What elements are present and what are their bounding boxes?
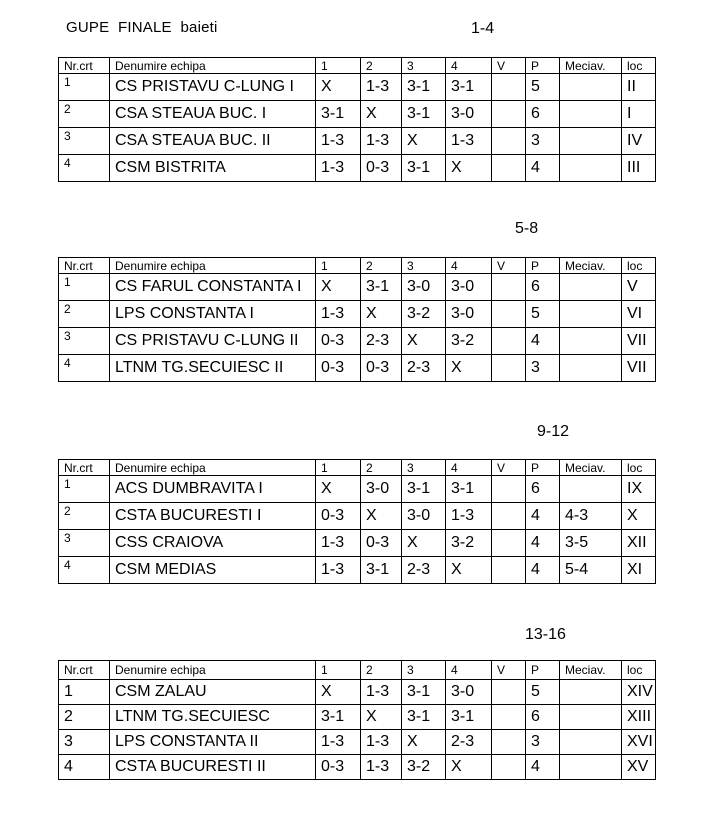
header-3: 3 <box>402 258 446 274</box>
cell-r2: X <box>361 705 402 730</box>
cell-loc: VII <box>622 355 656 382</box>
cell-r4: 1-3 <box>446 128 492 155</box>
cell-r1: 1-3 <box>316 128 361 155</box>
cell-r4: 1-3 <box>446 503 492 530</box>
cell-v <box>492 680 526 705</box>
header-1: 1 <box>316 460 361 476</box>
cell-loc: XII <box>622 530 656 557</box>
cell-nr: 2 <box>59 301 110 328</box>
table-row <box>59 503 656 530</box>
cell-r3: 3-0 <box>402 503 446 530</box>
cell-team: CS PRISTAVU C-LUNG II <box>110 328 316 355</box>
header-nr: Nr.crt <box>59 661 110 680</box>
cell-r3: 3-1 <box>402 680 446 705</box>
cell-loc: XIV <box>622 680 656 705</box>
cell-loc: I <box>622 101 656 128</box>
header-4: 4 <box>446 460 492 476</box>
cell-r4: 3-0 <box>446 680 492 705</box>
cell-nr: 2 <box>59 101 110 128</box>
cell-meciav: 4-3 <box>560 503 622 530</box>
cell-loc: IV <box>622 128 656 155</box>
header-nr: Nr.crt <box>59 258 110 274</box>
header-loc: loc <box>622 58 656 74</box>
cell-r1: X <box>316 274 361 301</box>
table-header-row <box>59 258 656 274</box>
cell-nr: 3 <box>59 530 110 557</box>
header-p: P <box>526 258 560 274</box>
cell-r2: 1-3 <box>361 74 402 101</box>
table-row <box>59 74 656 101</box>
cell-v <box>492 503 526 530</box>
cell-r2: X <box>361 503 402 530</box>
cell-r1: 0-3 <box>316 355 361 382</box>
header-team: Denumire echipa <box>110 460 316 476</box>
cell-v <box>492 155 526 182</box>
cell-p: 6 <box>526 705 560 730</box>
cell-v <box>492 705 526 730</box>
cell-r2: 1-3 <box>361 680 402 705</box>
cell-meciav <box>560 74 622 101</box>
cell-r4: 3-0 <box>446 274 492 301</box>
cell-meciav <box>560 128 622 155</box>
cell-r1: X <box>316 680 361 705</box>
cell-team: ACS DUMBRAVITA I <box>110 476 316 503</box>
cell-r3: 3-2 <box>402 301 446 328</box>
cell-team: CSTA BUCURESTI I <box>110 503 316 530</box>
cell-r4: 3-0 <box>446 301 492 328</box>
header-p: P <box>526 661 560 680</box>
cell-r2: 0-3 <box>361 155 402 182</box>
cell-r2: 3-0 <box>361 476 402 503</box>
cell-r3: 3-1 <box>402 705 446 730</box>
cell-r1: 0-3 <box>316 328 361 355</box>
cell-loc: X <box>622 503 656 530</box>
header-v: V <box>492 258 526 274</box>
header-loc: loc <box>622 460 656 476</box>
cell-meciav <box>560 755 622 780</box>
cell-team: LPS CONSTANTA II <box>110 730 316 755</box>
cell-p: 4 <box>526 755 560 780</box>
header-p: P <box>526 58 560 74</box>
cell-r2: 3-1 <box>361 557 402 584</box>
cell-loc: XV <box>622 755 656 780</box>
cell-r2: X <box>361 301 402 328</box>
cell-p: 5 <box>526 301 560 328</box>
table-row <box>59 301 656 328</box>
cell-v <box>492 128 526 155</box>
cell-meciav <box>560 730 622 755</box>
group-table-5-8 <box>58 257 656 382</box>
cell-nr: 2 <box>59 705 110 730</box>
cell-team: CSS CRAIOVA <box>110 530 316 557</box>
header-meciav: Meciav. <box>560 661 622 680</box>
cell-r2: 1-3 <box>361 730 402 755</box>
cell-nr: 3 <box>59 328 110 355</box>
header-nr: Nr.crt <box>59 460 110 476</box>
header-loc: loc <box>622 258 656 274</box>
cell-p: 5 <box>526 74 560 101</box>
cell-r4: 3-1 <box>446 705 492 730</box>
cell-team: CSM BISTRITA <box>110 155 316 182</box>
cell-p: 6 <box>526 274 560 301</box>
cell-r3: 3-1 <box>402 155 446 182</box>
table-row <box>59 355 656 382</box>
cell-r3: 3-1 <box>402 101 446 128</box>
group-table-9-12 <box>58 459 656 584</box>
cell-r3: 2-3 <box>402 355 446 382</box>
cell-meciav <box>560 355 622 382</box>
cell-r4: X <box>446 755 492 780</box>
cell-r2: 1-3 <box>361 128 402 155</box>
cell-nr: 1 <box>59 680 110 705</box>
header-v: V <box>492 661 526 680</box>
cell-v <box>492 274 526 301</box>
cell-p: 3 <box>526 730 560 755</box>
cell-p: 4 <box>526 530 560 557</box>
cell-r2: 0-3 <box>361 355 402 382</box>
cell-r3: 3-1 <box>402 476 446 503</box>
cell-loc: II <box>622 74 656 101</box>
cell-nr: 1 <box>59 476 110 503</box>
cell-team: CSM MEDIAS <box>110 557 316 584</box>
group-table-13-16 <box>58 660 656 780</box>
cell-nr: 4 <box>59 355 110 382</box>
cell-meciav: 3-5 <box>560 530 622 557</box>
header-3: 3 <box>402 58 446 74</box>
cell-meciav <box>560 476 622 503</box>
cell-meciav <box>560 680 622 705</box>
cell-r1: 1-3 <box>316 730 361 755</box>
header-team: Denumire echipa <box>110 661 316 680</box>
header-3: 3 <box>402 460 446 476</box>
table-row <box>59 705 656 730</box>
cell-meciav <box>560 274 622 301</box>
cell-meciav <box>560 705 622 730</box>
header-3: 3 <box>402 661 446 680</box>
cell-v <box>492 530 526 557</box>
cell-r3: 3-2 <box>402 755 446 780</box>
cell-meciav <box>560 328 622 355</box>
cell-loc: XIII <box>622 705 656 730</box>
cell-r4: 3-2 <box>446 328 492 355</box>
table-row <box>59 128 656 155</box>
cell-r3: X <box>402 530 446 557</box>
cell-r4: 3-1 <box>446 476 492 503</box>
group-table-1-4 <box>58 57 656 182</box>
table-header-row <box>59 58 656 74</box>
cell-team: CSA STEAUA BUC. I <box>110 101 316 128</box>
cell-team: CSM ZALAU <box>110 680 316 705</box>
cell-r3: 3-1 <box>402 74 446 101</box>
cell-r4: 3-0 <box>446 101 492 128</box>
cell-meciav <box>560 101 622 128</box>
cell-r1: X <box>316 476 361 503</box>
group-label-13-16: 13-16 <box>525 626 566 643</box>
header-team: Denumire echipa <box>110 58 316 74</box>
cell-r4: 3-1 <box>446 74 492 101</box>
table-header-row <box>59 460 656 476</box>
header-2: 2 <box>361 460 402 476</box>
header-meciav: Meciav. <box>560 258 622 274</box>
header-team: Denumire echipa <box>110 258 316 274</box>
cell-r2: 2-3 <box>361 328 402 355</box>
cell-r3: X <box>402 128 446 155</box>
cell-v <box>492 755 526 780</box>
cell-r3: 2-3 <box>402 557 446 584</box>
cell-r2: 1-3 <box>361 755 402 780</box>
cell-p: 4 <box>526 328 560 355</box>
header-4: 4 <box>446 58 492 74</box>
cell-nr: 3 <box>59 730 110 755</box>
cell-v <box>492 328 526 355</box>
cell-p: 3 <box>526 355 560 382</box>
cell-r2: 0-3 <box>361 530 402 557</box>
cell-r1: 3-1 <box>316 101 361 128</box>
cell-nr: 4 <box>59 755 110 780</box>
cell-team: CS FARUL CONSTANTA I <box>110 274 316 301</box>
header-v: V <box>492 460 526 476</box>
cell-p: 6 <box>526 476 560 503</box>
cell-r4: X <box>446 557 492 584</box>
cell-team: CSA STEAUA BUC. II <box>110 128 316 155</box>
cell-p: 4 <box>526 155 560 182</box>
cell-loc: XVI <box>622 730 656 755</box>
table-row <box>59 755 656 780</box>
header-p: P <box>526 460 560 476</box>
cell-r4: 2-3 <box>446 730 492 755</box>
cell-v <box>492 557 526 584</box>
cell-r4: X <box>446 355 492 382</box>
table-row <box>59 530 656 557</box>
cell-r3: X <box>402 328 446 355</box>
cell-v <box>492 301 526 328</box>
header-meciav: Meciav. <box>560 58 622 74</box>
header-1: 1 <box>316 58 361 74</box>
cell-r1: 0-3 <box>316 755 361 780</box>
header-1: 1 <box>316 258 361 274</box>
cell-loc: XI <box>622 557 656 584</box>
table-row <box>59 730 656 755</box>
cell-team: CSTA BUCURESTI II <box>110 755 316 780</box>
cell-r3: 3-0 <box>402 274 446 301</box>
cell-nr: 1 <box>59 274 110 301</box>
cell-loc: V <box>622 274 656 301</box>
cell-r1: 0-3 <box>316 503 361 530</box>
cell-meciav <box>560 155 622 182</box>
cell-p: 6 <box>526 101 560 128</box>
cell-loc: VI <box>622 301 656 328</box>
cell-r1: 1-3 <box>316 301 361 328</box>
table-row <box>59 101 656 128</box>
cell-v <box>492 730 526 755</box>
cell-v <box>492 476 526 503</box>
cell-r1: 1-3 <box>316 530 361 557</box>
header-2: 2 <box>361 58 402 74</box>
group-label-5-8: 5-8 <box>515 220 539 237</box>
header-1: 1 <box>316 661 361 680</box>
table-row <box>59 155 656 182</box>
table-row <box>59 557 656 584</box>
cell-p: 3 <box>526 128 560 155</box>
cell-v <box>492 101 526 128</box>
header-meciav: Meciav. <box>560 460 622 476</box>
cell-r4: X <box>446 155 492 182</box>
cell-r1: X <box>316 74 361 101</box>
cell-team: LPS CONSTANTA I <box>110 301 316 328</box>
cell-p: 5 <box>526 680 560 705</box>
cell-r1: 3-1 <box>316 705 361 730</box>
cell-loc: VII <box>622 328 656 355</box>
cell-team: CS PRISTAVU C-LUNG I <box>110 74 316 101</box>
cell-p: 4 <box>526 503 560 530</box>
cell-loc: IX <box>622 476 656 503</box>
cell-loc: III <box>622 155 656 182</box>
header-v: V <box>492 58 526 74</box>
group-label-1-4: 1-4 <box>471 20 495 37</box>
cell-nr: 2 <box>59 503 110 530</box>
cell-r1: 1-3 <box>316 557 361 584</box>
cell-team: LTNM TG.SECUIESC II <box>110 355 316 382</box>
table-header-row <box>59 661 656 680</box>
table-row <box>59 680 656 705</box>
header-2: 2 <box>361 661 402 680</box>
header-2: 2 <box>361 258 402 274</box>
cell-team: LTNM TG.SECUIESC <box>110 705 316 730</box>
cell-meciav: 5-4 <box>560 557 622 584</box>
cell-r1: 1-3 <box>316 155 361 182</box>
header-4: 4 <box>446 258 492 274</box>
cell-r2: 3-1 <box>361 274 402 301</box>
cell-r3: X <box>402 730 446 755</box>
cell-meciav <box>560 301 622 328</box>
table-row <box>59 274 656 301</box>
header-loc: loc <box>622 661 656 680</box>
cell-nr: 4 <box>59 155 110 182</box>
header-nr: Nr.crt <box>59 58 110 74</box>
cell-v <box>492 74 526 101</box>
group-label-9-12: 9-12 <box>537 423 570 440</box>
cell-nr: 3 <box>59 128 110 155</box>
cell-v <box>492 355 526 382</box>
cell-nr: 4 <box>59 557 110 584</box>
page-title: GUPE FINALE baieti <box>66 19 218 36</box>
cell-r4: 3-2 <box>446 530 492 557</box>
table-row <box>59 328 656 355</box>
cell-nr: 1 <box>59 74 110 101</box>
cell-r2: X <box>361 101 402 128</box>
cell-p: 4 <box>526 557 560 584</box>
header-4: 4 <box>446 661 492 680</box>
table-row <box>59 476 656 503</box>
